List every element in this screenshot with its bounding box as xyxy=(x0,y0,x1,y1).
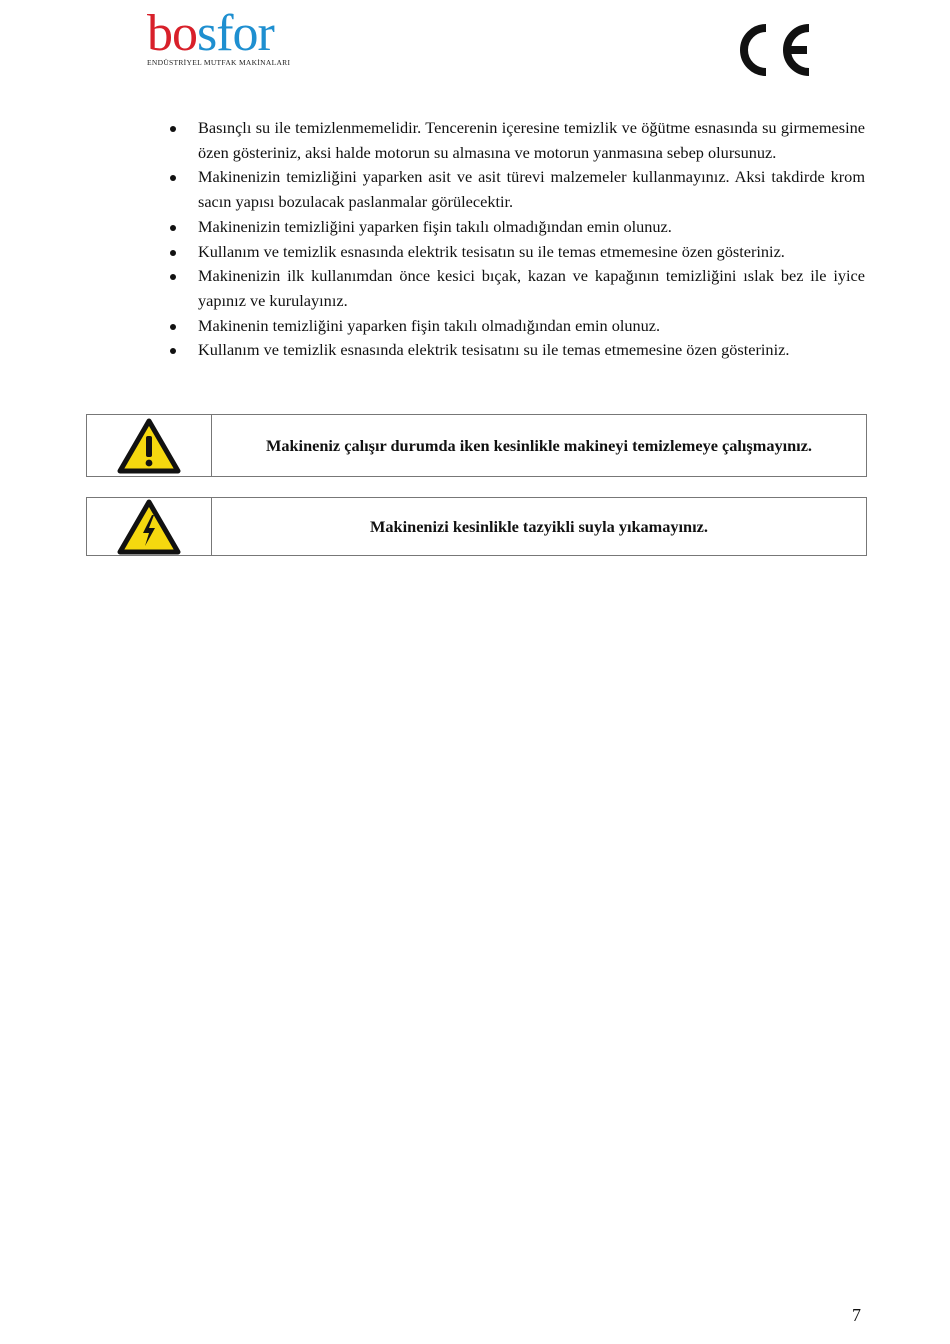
warning-icon-cell xyxy=(87,498,212,555)
brand-logo xyxy=(147,5,307,67)
warning-box-pressure-wash xyxy=(86,497,867,556)
bullet-icon xyxy=(170,250,176,256)
list-item xyxy=(165,165,865,214)
instruction-text: Makinenizin temizliğini yaparken asit ve asit türevi malzemeler kullanmayınız. Aksi takdirde krom sacın yapısı bozulacak paslanmalar görülecektir. xyxy=(198,167,865,212)
instruction-text: Basınçlı su ile temizlenmemelidir. Tencerenin içeresine temizlik ve öğütme esnasında su girmemesine özen gösteriniz, aksi halde motorun su almasına ve motorun yanmasına sebep olursunuz. xyxy=(198,118,865,162)
list-item xyxy=(165,240,865,265)
bullet-icon xyxy=(170,348,176,354)
instruction-text: Makinenizin ilk kullanımdan önce kesici bıçak, kazan ve kapağının temizliğini ıslak bez ile iyice yapınız ve kurulayınız. xyxy=(198,266,865,310)
bullet-icon xyxy=(170,274,176,280)
logo-tagline: ENDÜSTRİYEL MUTFAK MAKİNALARI xyxy=(147,58,291,67)
logo-wordmark xyxy=(147,5,307,62)
logo-text-sfor: sfor xyxy=(197,5,274,62)
instruction-text: Makinenizin temizliğini yaparken fişin takılı olmadığından emin olunuz. xyxy=(198,216,672,236)
bullet-icon xyxy=(170,225,176,231)
list-item xyxy=(165,215,865,240)
bullet-icon xyxy=(170,126,176,132)
list-item xyxy=(165,338,865,363)
ce-mark-icon xyxy=(733,22,813,78)
list-item xyxy=(165,264,865,313)
page-number: 7 xyxy=(852,1305,861,1325)
warning-box-cleaning xyxy=(86,414,867,477)
list-item xyxy=(165,314,865,339)
logo-text-bo: bo xyxy=(147,5,197,62)
instruction-text: Kullanım ve temizlik esnasında elektrik tesisatın su ile temas etmemesine özen gösteriniz. xyxy=(198,241,785,261)
warning-text: Makinenizi kesinlikle tazyikli suyla yıkamayınız. xyxy=(370,516,708,536)
list-item xyxy=(165,116,865,165)
electric-hazard-icon xyxy=(117,499,181,555)
instruction-text: Kullanım ve temizlik esnasında elektrik tesisatını su ile temas etmemesine özen gösteriniz. xyxy=(198,340,790,360)
cleaning-instructions-list xyxy=(165,116,865,363)
warning-icon-cell xyxy=(87,415,212,476)
bullet-icon xyxy=(170,324,176,330)
warning-text: Makineniz çalışır durumda iken kesinlikle makineyi temizlemeye çalışmayınız. xyxy=(265,435,812,455)
general-warning-icon xyxy=(117,418,181,474)
bullet-icon xyxy=(170,175,176,181)
instruction-text: Makinenin temizliğini yaparken fişin takılı olmadığından emin olunuz. xyxy=(198,315,661,335)
